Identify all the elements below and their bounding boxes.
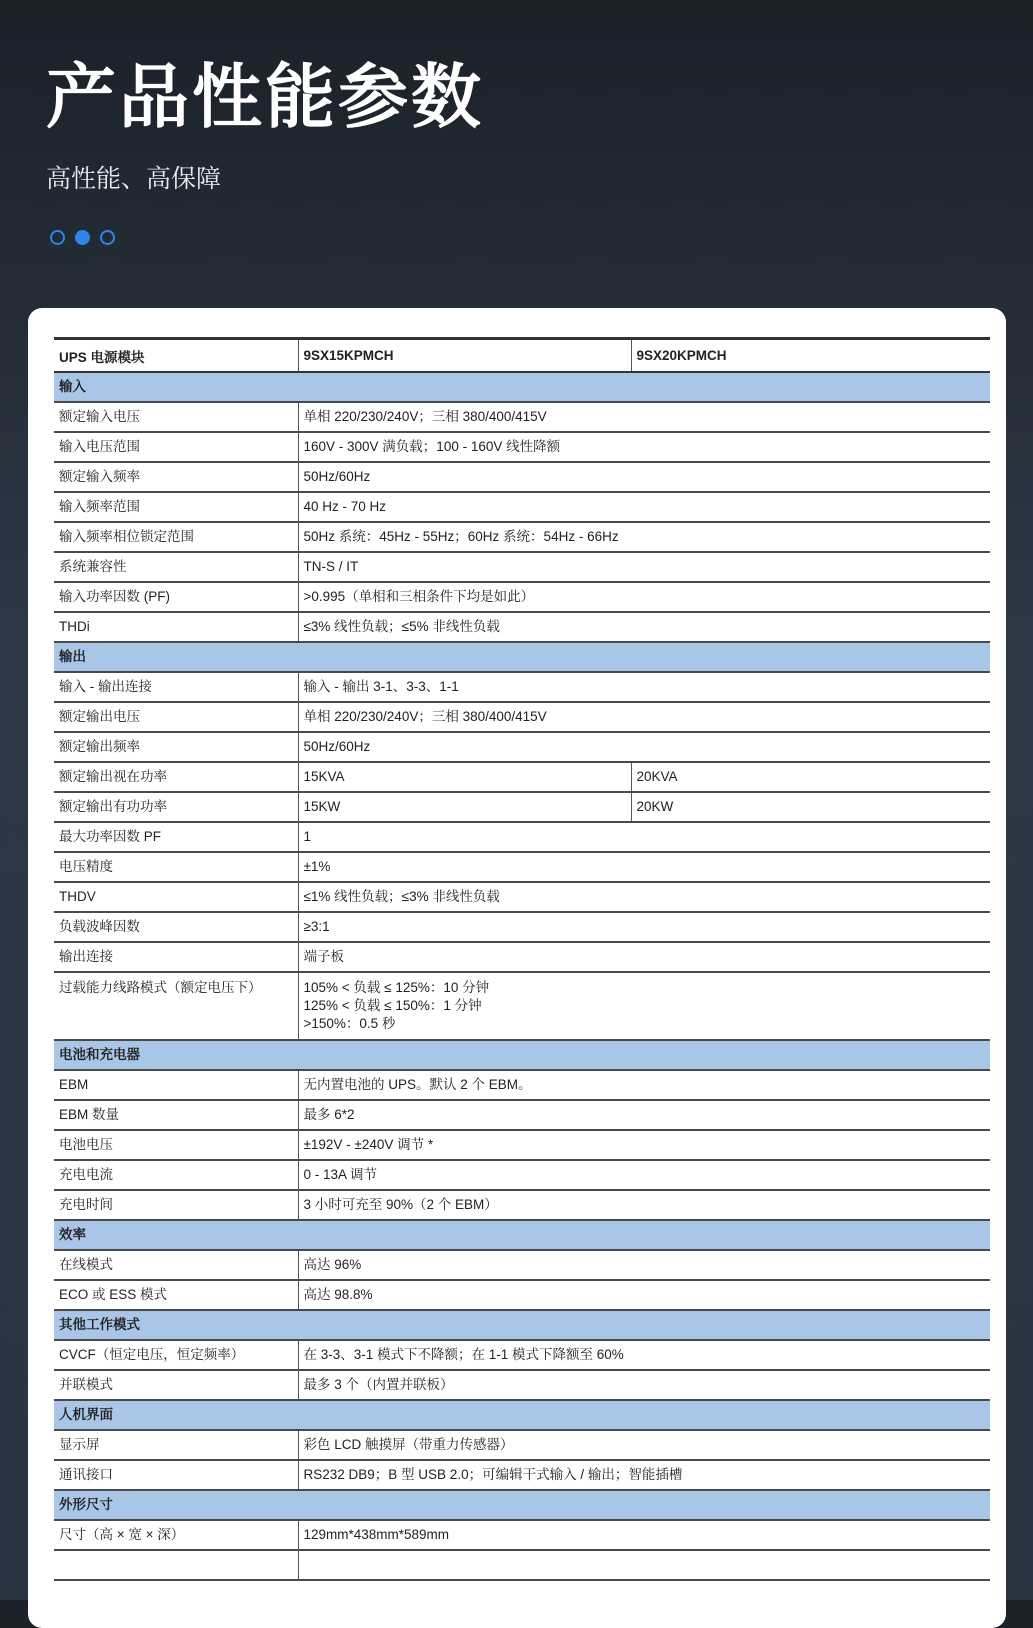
row-value: 3 小时可充至 90%（2 个 EBM） xyxy=(298,1190,990,1220)
column-header: 9SX20KPMCH xyxy=(631,339,990,373)
row-value-line: 125% < 负载 ≤ 150%：1 分钟 xyxy=(303,998,482,1013)
table-row xyxy=(54,1460,990,1490)
row-value: 50Hz 系统：45Hz - 55Hz；60Hz 系统：54Hz - 66Hz xyxy=(298,522,990,552)
table-row xyxy=(54,672,990,702)
section-header-row xyxy=(54,1220,990,1250)
row-label: 充电时间 xyxy=(54,1190,298,1220)
row-label: 显示屏 xyxy=(54,1430,298,1460)
header xyxy=(46,56,484,193)
table-row xyxy=(54,822,990,852)
section-title: 输入 xyxy=(54,372,990,402)
table-row xyxy=(54,1190,990,1220)
row-value: 高达 96% xyxy=(298,1250,990,1280)
row-value: 160V - 300V 满负载；100 - 160V 线性降额 xyxy=(298,432,990,462)
row-label: 最大功率因数 PF xyxy=(54,822,298,852)
column-header: UPS 电源模块 xyxy=(54,339,298,373)
row-label: 额定输出频率 xyxy=(54,732,298,762)
table-row xyxy=(54,1370,990,1400)
row-value: 129mm*438mm*589mm xyxy=(298,1520,990,1550)
row-value-20k: 20KW xyxy=(631,792,990,822)
row-label: THDV xyxy=(54,882,298,912)
table-row xyxy=(54,432,990,462)
row-label: 额定输出有功功率 xyxy=(54,792,298,822)
row-value-line: >150%：0.5 秒 xyxy=(303,1016,396,1031)
row-value: 单相 220/230/240V；三相 380/400/415V xyxy=(298,402,990,432)
row-label: 输入电压范围 xyxy=(54,432,298,462)
row-value: 40 Hz - 70 Hz xyxy=(298,492,990,522)
table-row xyxy=(54,1280,990,1310)
row-value: 输入 - 输出 3-1、3-3、1-1 xyxy=(298,672,990,702)
section-title: 输出 xyxy=(54,642,990,672)
spec-table xyxy=(54,337,990,1581)
table-row xyxy=(54,852,990,882)
row-label: 充电电流 xyxy=(54,1160,298,1190)
row-label: 额定输入频率 xyxy=(54,462,298,492)
table-row xyxy=(54,1550,990,1580)
section-title: 外形尺寸 xyxy=(54,1490,990,1520)
table-row xyxy=(54,552,990,582)
section-header-row xyxy=(54,1310,990,1340)
row-value: 1 xyxy=(298,822,990,852)
table-row xyxy=(54,582,990,612)
row-label: 并联模式 xyxy=(54,1370,298,1400)
row-value-20k: 20KVA xyxy=(631,762,990,792)
table-row xyxy=(54,1520,990,1550)
row-value xyxy=(298,1550,990,1580)
row-value: ±192V - ±240V 调节 * xyxy=(298,1130,990,1160)
row-value: 单相 220/230/240V；三相 380/400/415V xyxy=(298,702,990,732)
pager-dot[interactable] xyxy=(100,230,115,245)
table-header-row xyxy=(54,339,990,373)
row-value: RS232 DB9；B 型 USB 2.0；可编辑干式输入 / 输出；智能插槽 xyxy=(298,1460,990,1490)
pager-dots xyxy=(50,230,115,245)
row-label: EBM xyxy=(54,1070,298,1100)
row-label: 输入 - 输出连接 xyxy=(54,672,298,702)
row-label: 额定输出电压 xyxy=(54,702,298,732)
row-label: 电池电压 xyxy=(54,1130,298,1160)
row-label: 通讯接口 xyxy=(54,1460,298,1490)
row-value: ≤1% 线性负载；≤3% 非线性负载 xyxy=(298,882,990,912)
row-value: ≥3:1 xyxy=(298,912,990,942)
section-title: 效率 xyxy=(54,1220,990,1250)
section-header-row xyxy=(54,642,990,672)
table-row xyxy=(54,702,990,732)
section-header-row xyxy=(54,372,990,402)
table-row xyxy=(54,1130,990,1160)
table-row xyxy=(54,1250,990,1280)
row-label: CVCF（恒定电压，恒定频率） xyxy=(54,1340,298,1370)
row-label: 负载波峰因数 xyxy=(54,912,298,942)
pager-dot-active[interactable] xyxy=(75,230,90,245)
row-value: 无内置电池的 UPS。默认 2 个 EBM。 xyxy=(298,1070,990,1100)
row-label: 尺寸（高 × 宽 × 深） xyxy=(54,1520,298,1550)
table-row xyxy=(54,402,990,432)
section-header-row xyxy=(54,1400,990,1430)
spec-table-body xyxy=(54,372,990,1580)
table-row xyxy=(54,942,990,972)
row-value: 最多 3 个（内置并联板） xyxy=(298,1370,990,1400)
page-subtitle: 高性能、高保障 xyxy=(46,164,222,193)
row-value: 彩色 LCD 触摸屏（带重力传感器） xyxy=(298,1430,990,1460)
row-label xyxy=(54,1550,298,1580)
table-row xyxy=(54,972,990,1040)
row-label: 输入功率因数 (PF) xyxy=(54,582,298,612)
table-row xyxy=(54,492,990,522)
table-row xyxy=(54,732,990,762)
row-value: TN-S / IT xyxy=(298,552,990,582)
table-row xyxy=(54,522,990,552)
table-row xyxy=(54,762,990,792)
section-header-row xyxy=(54,1490,990,1520)
row-label: 额定输入电压 xyxy=(54,402,298,432)
section-title: 人机界面 xyxy=(54,1400,990,1430)
row-value: ≤3% 线性负载；≤5% 非线性负载 xyxy=(298,612,990,642)
spec-card xyxy=(28,308,1006,1628)
table-row xyxy=(54,1100,990,1130)
table-row xyxy=(54,612,990,642)
section-title: 电池和充电器 xyxy=(54,1040,990,1070)
row-value-15k: 15KW xyxy=(298,792,631,822)
row-label: 系统兼容性 xyxy=(54,552,298,582)
section-title: 其他工作模式 xyxy=(54,1310,990,1340)
row-value: 0 - 13A 调节 xyxy=(298,1160,990,1190)
table-row xyxy=(54,1430,990,1460)
column-header: 9SX15KPMCH xyxy=(298,339,631,373)
row-value: 50Hz/60Hz xyxy=(298,462,990,492)
row-value: 高达 98.8% xyxy=(298,1280,990,1310)
row-value: 最多 6*2 xyxy=(298,1100,990,1130)
row-label: 输出连接 xyxy=(54,942,298,972)
page-title: 产品性能参数 xyxy=(46,56,484,138)
row-label: 电压精度 xyxy=(54,852,298,882)
row-label: 额定输出视在功率 xyxy=(54,762,298,792)
row-label: 输入频率相位锁定范围 xyxy=(54,522,298,552)
table-row xyxy=(54,882,990,912)
pager-dot[interactable] xyxy=(50,230,65,245)
row-value: ±1% xyxy=(298,852,990,882)
row-value-line: 105% < 负载 ≤ 125%：10 分钟 xyxy=(303,980,490,995)
table-row xyxy=(54,1340,990,1370)
table-row xyxy=(54,1070,990,1100)
table-row xyxy=(54,462,990,492)
table-row xyxy=(54,912,990,942)
row-label: EBM 数量 xyxy=(54,1100,298,1130)
row-value: 在 3-3、3-1 模式下不降额；在 1-1 模式下降额至 60% xyxy=(298,1340,990,1370)
row-value: >0.995（单相和三相条件下均是如此） xyxy=(298,582,990,612)
row-value: 50Hz/60Hz xyxy=(298,732,990,762)
row-value: 端子板 xyxy=(298,942,990,972)
row-label: 输入频率范围 xyxy=(54,492,298,522)
row-label: 在线模式 xyxy=(54,1250,298,1280)
row-value-15k: 15KVA xyxy=(298,762,631,792)
row-value xyxy=(298,972,990,1040)
row-label: THDi xyxy=(54,612,298,642)
table-row xyxy=(54,1160,990,1190)
row-label: ECO 或 ESS 模式 xyxy=(54,1280,298,1310)
section-header-row xyxy=(54,1040,990,1070)
table-row xyxy=(54,792,990,822)
row-label: 过载能力线路模式（额定电压下） xyxy=(54,972,298,1040)
